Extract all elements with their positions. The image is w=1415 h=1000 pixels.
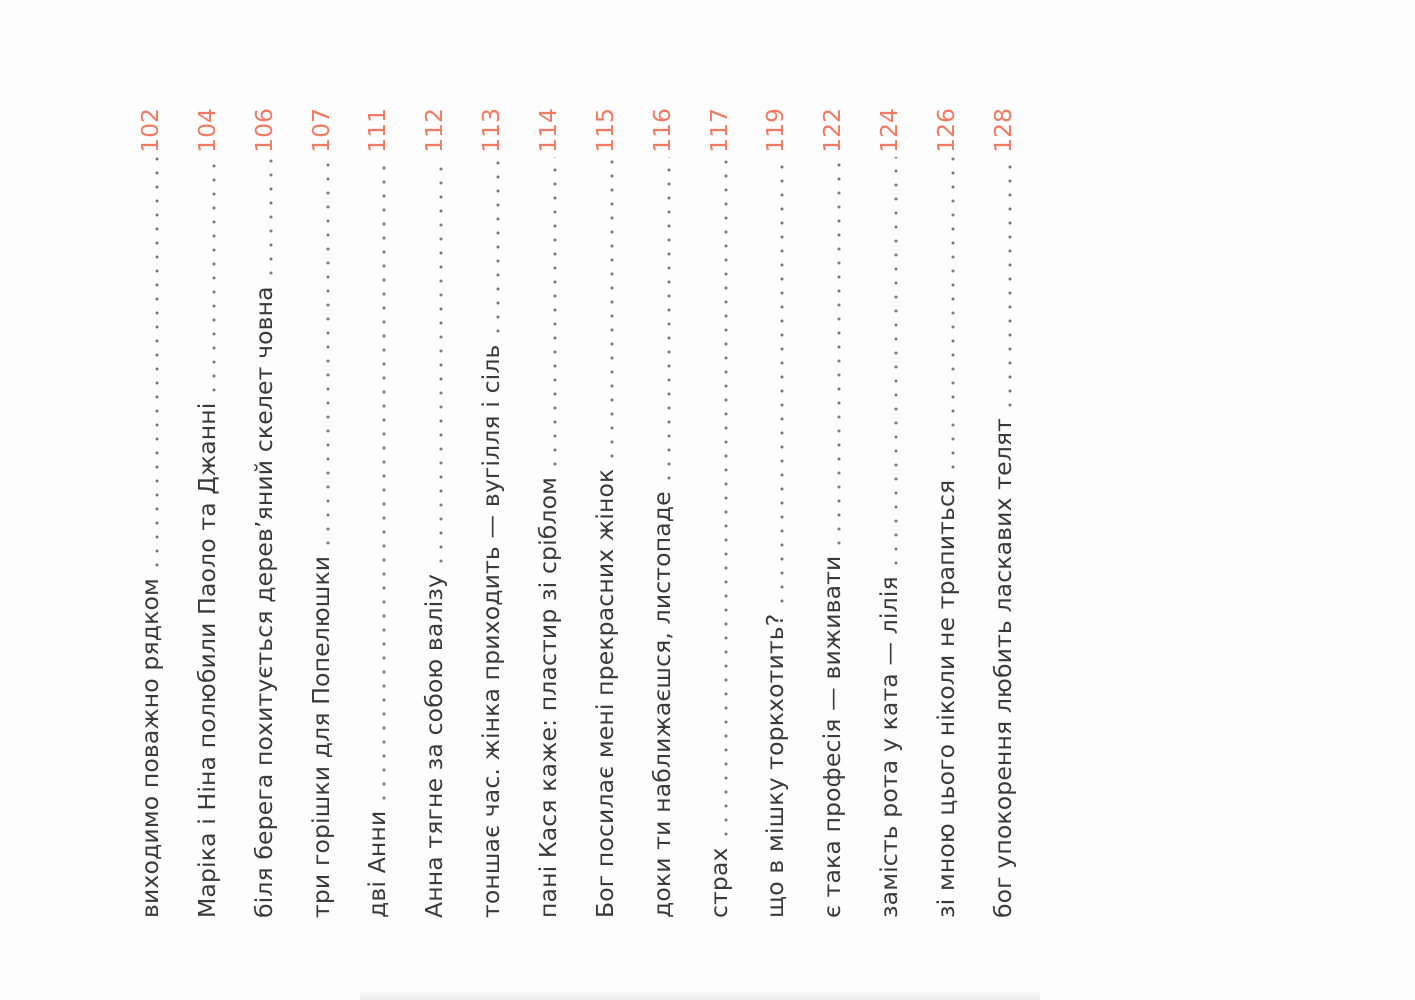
toc-entry bbox=[699, 100, 739, 930]
toc-entry-title: що в мішку торкхотить? bbox=[761, 613, 789, 918]
toc-entry bbox=[414, 100, 454, 930]
toc-entry-title: зі мною цього ніколи не трапиться bbox=[932, 479, 960, 918]
toc-leader-dots bbox=[471, 157, 511, 339]
toc-leader-dots bbox=[357, 157, 397, 805]
toc-entry-page: 126 bbox=[932, 108, 960, 153]
toc-entry-title: біля берега похитується дерев’яний скелет човна bbox=[250, 286, 278, 918]
toc-leader-dots bbox=[414, 157, 454, 568]
toc-entry-title: замість рота у ката — лілія bbox=[875, 576, 903, 918]
toc-leader-dots bbox=[528, 157, 568, 471]
toc-entry-page: 114 bbox=[534, 108, 562, 153]
toc-entry-page: 111 bbox=[363, 108, 391, 153]
toc-entry bbox=[301, 100, 341, 930]
toc-entry bbox=[812, 100, 852, 930]
toc-leader-dots bbox=[301, 157, 341, 550]
toc-entry-title: Анна тягне за собою валізу bbox=[420, 573, 448, 918]
toc-entry bbox=[528, 100, 568, 930]
toc-entry-title: виходимо поважно рядком bbox=[136, 578, 164, 918]
toc-entry bbox=[471, 100, 511, 930]
toc-entry-title: доки ти наближаєшся, листопаде bbox=[648, 491, 676, 918]
scan-edge-shadow bbox=[360, 990, 1040, 1000]
toc-entry-page: 102 bbox=[136, 108, 164, 153]
toc-entry bbox=[642, 100, 682, 930]
toc-entry-page: 107 bbox=[307, 108, 335, 153]
toc-entry bbox=[926, 100, 966, 930]
toc-entry-page: 104 bbox=[193, 108, 221, 153]
toc-leader-dots bbox=[926, 157, 966, 474]
toc-entry-page: 124 bbox=[875, 108, 903, 153]
toc-entry bbox=[187, 100, 227, 930]
toc-entry-page: 112 bbox=[420, 108, 448, 153]
toc-entry-title: страх bbox=[705, 847, 733, 918]
toc-entry bbox=[983, 100, 1023, 930]
toc-leader-dots bbox=[585, 157, 625, 463]
toc-entry bbox=[357, 100, 397, 930]
toc-entry bbox=[869, 100, 909, 930]
toc-entry bbox=[585, 100, 625, 930]
toc-entry-title: бог упокорення любить ласкавих телят bbox=[989, 417, 1017, 918]
toc-leader-dots bbox=[869, 157, 909, 570]
toc-entry-page: 122 bbox=[818, 108, 846, 153]
toc-entry bbox=[755, 100, 795, 930]
toc-leader-dots bbox=[642, 157, 682, 485]
toc-leader-dots bbox=[699, 157, 739, 842]
toc-entry-page: 115 bbox=[591, 108, 619, 153]
toc-entry-title: є така професія — виживати bbox=[818, 555, 846, 918]
toc-entry-page: 119 bbox=[761, 108, 789, 153]
toc-entry-title: дві Анни bbox=[363, 810, 391, 918]
toc-leader-dots bbox=[755, 157, 795, 608]
toc-entry-page: 117 bbox=[705, 108, 733, 153]
toc-entry bbox=[244, 100, 284, 930]
toc-entry-title: Маріка і Ніна полюбили Паоло та Джанні bbox=[193, 402, 221, 918]
toc-entry-title: тоншає час. жінка приходить — вугілля і сіль bbox=[477, 344, 505, 918]
toc-entry bbox=[130, 100, 170, 930]
toc-leader-dots bbox=[244, 157, 284, 280]
toc-entry-page: 113 bbox=[477, 108, 505, 153]
toc-entry-page: 128 bbox=[989, 108, 1017, 153]
toc-leader-dots bbox=[130, 157, 170, 572]
toc-leader-dots bbox=[983, 157, 1023, 412]
toc-entry-page: 106 bbox=[250, 108, 278, 153]
toc-entry-page: 116 bbox=[648, 108, 676, 153]
toc-entry-title: три горішки для Попелюшки bbox=[307, 555, 335, 918]
toc-entry-title: пані Кася каже: пластир зі сріблом bbox=[534, 477, 562, 918]
toc-leader-dots bbox=[812, 157, 852, 550]
toc-entry-title: Бог посилає мені прекрасних жінок bbox=[591, 468, 619, 918]
toc-leader-dots bbox=[187, 157, 227, 397]
